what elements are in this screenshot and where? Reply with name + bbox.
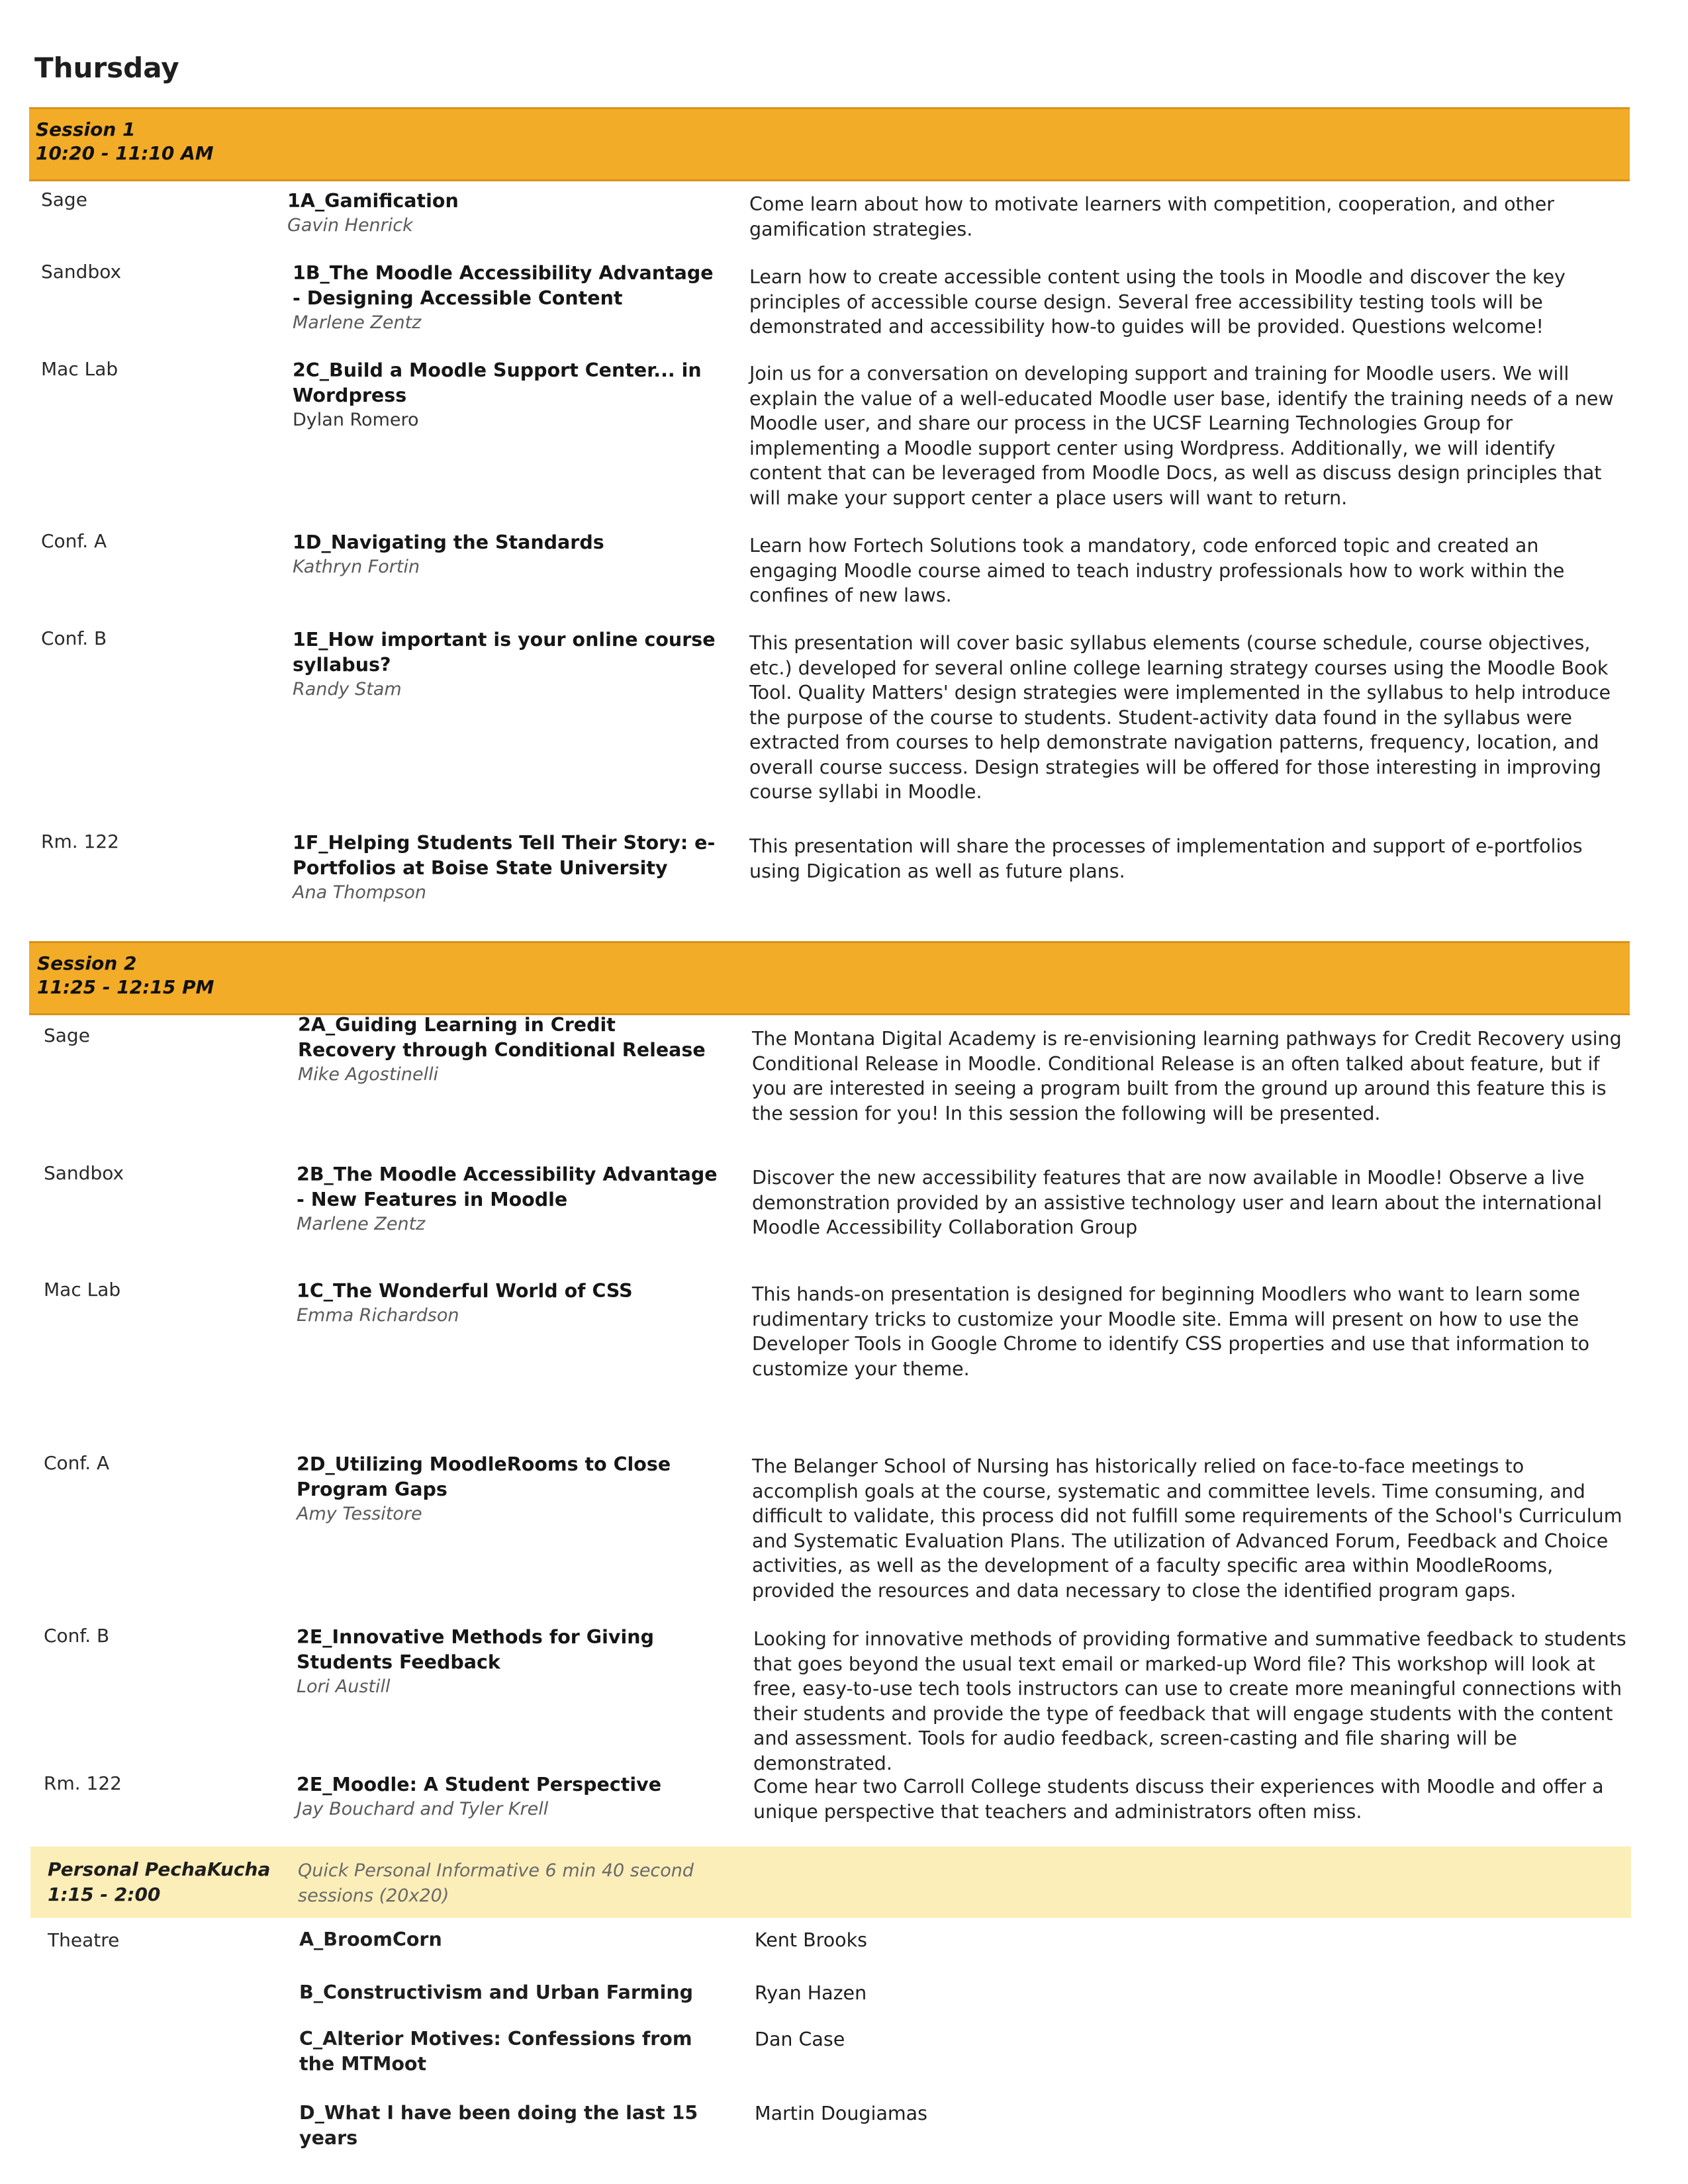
- room-label: Conf. B: [44, 1625, 110, 1647]
- talk-speaker: Dylan Romero: [293, 410, 419, 430]
- room-label: Sage: [44, 1024, 90, 1046]
- talk-title: 2C_Build a Moodle Support Center... in Wordpress: [293, 359, 702, 406]
- talk-block: [293, 530, 743, 579]
- talk-title: A_BroomCorn: [299, 1929, 442, 1950]
- room-label: Sage: [41, 189, 87, 210]
- talk-title: 2D_Utilizing MoodleRooms to Close Program Gaps: [297, 1453, 671, 1500]
- talk-title: 2E_Moodle: A Student Perspective: [297, 1774, 662, 1796]
- talk-speaker: Martin Dougiamas: [755, 2103, 927, 2124]
- room-label: Rm. 122: [41, 831, 119, 852]
- room-label: Mac Lab: [41, 358, 118, 380]
- talk-title: 2B_The Moodle Accessibility Advantage - New Features in Moodle: [297, 1163, 718, 1210]
- talk-description: Discover the new accessibility features that are now available in Moodle! Observe a live demonstration provided by an assistive technology user and learn about the international Moodle Accessibility Collaboration Group: [752, 1167, 1603, 1238]
- session-2-header: [29, 941, 1630, 1015]
- talk-description: Join us for a conversation on developing support and training for Moodle users. We will explain the value of a well-educated Moodle user base, identify the training needs of a new Moodle user, and share our process in the UCSF Learning Technologies Group for implementing a Moodle support center using Wordpress. Additionally, we will identify content that can be leveraged from Moodle Docs, as well as discuss design principles that will make your support center a place users will want to return.: [749, 363, 1614, 509]
- session-time: 10:20 - 11:10 AM: [36, 142, 214, 164]
- talk-description: Come learn about how to motivate learners with competition, cooperation, and other gamification strategies.: [749, 193, 1555, 240]
- talk-title: C_Alterior Motives: Confessions from the MTMoot: [299, 2028, 692, 2075]
- talk-speaker: Marlene Zentz: [293, 312, 422, 333]
- talk-title: B_Constructivism and Urban Farming: [299, 1981, 694, 2003]
- session-name: Session 2: [37, 952, 137, 974]
- room-label: Theatre: [48, 1929, 120, 1951]
- talk-title: 1C_The Wonderful World of CSS: [297, 1280, 633, 1302]
- talk-block: [297, 1279, 747, 1328]
- talk-description: The Belanger School of Nursing has historically relied on face-to-face meetings to accomplish goals at the course, systematic and committee levels. Time consuming, and difficult to validate, this process did not fulfill some requirements of the School's Curriculum and Systematic Evaluation Plans. The utilization of Advanced Forum, Feedback and Choice activities, as well as the development of a faculty specific area within MoodleRooms, provided the resources and data necessary to close the identified program gaps.: [752, 1455, 1622, 1602]
- talk-description: Learn how to create accessible content using the tools in Moodle and discover the key principles of accessible course design. Several free accessibility testing tools will be demonstrated and accessibility how-to guides will be provided. Questions welcome!: [749, 266, 1566, 338]
- talk-block: [297, 1162, 720, 1236]
- talk-description: This hands-on presentation is designed for beginning Moodlers who want to learn some rudimentary tricks to customize your Moodle site. Emma will present on how to use the Developer Tools in Google Chrome to identify CSS properties and use that information to customize your theme.: [752, 1283, 1590, 1380]
- room-label: Mac Lab: [44, 1279, 121, 1300]
- talk-title: 2E_Innovative Methods for Giving Students Feedback: [297, 1626, 654, 1673]
- room-label: Conf. A: [41, 530, 107, 552]
- talk-description: Learn how Fortech Solutions took a mandatory, code enforced topic and created an engaging Moodle course aimed to teach industry professionals how to work within the confines of new laws.: [749, 535, 1565, 606]
- talk-description: Looking for innovative methods of providing formative and summative feedback to students that goes beyond the usual text email or marked-up Word file? This workshop will look at free, easy-to-use tech tools instructors can use to create more meaningful connections with their students and provide the type of feedback that will engage students with the content and assessment. Tools for audio feedback, screen-casting and file sharing will be demonstrated.: [753, 1628, 1626, 1774]
- talk-block: [297, 1452, 733, 1526]
- talk-speaker: Marlene Zentz: [297, 1214, 426, 1234]
- session-description: Quick Personal Informative 6 min 40 second sessions (20x20): [298, 1860, 694, 1906]
- talk-description: This presentation will cover basic syllabus elements (course schedule, course objectives, etc.) developed for several online college learning strategy courses using the Moodle Book Tool. Quality Matters' design strategies were implemented in the syllabus to help introduce the purpose of the course to students. Student-activity data found in the syllabus were extracted from courses to help demonstrate navigation patterns, frequency, location, and overall course success. Design strategies will be offered for those interesting in improving course syllabi in Moodle.: [749, 632, 1611, 803]
- talk-speaker: Mike Agostinelli: [298, 1064, 439, 1085]
- talk-speaker: Emma Richardson: [297, 1305, 459, 1326]
- talk-title: 1D_Navigating the Standards: [293, 531, 604, 553]
- talk-title: 2A_Guiding Learning in Credit Recovery through Conditional Release: [298, 1014, 706, 1061]
- room-label: Conf. B: [41, 627, 107, 649]
- talk-block: [297, 1772, 747, 1821]
- talk-speaker: Amy Tessitore: [297, 1504, 422, 1524]
- talk-description: The Montana Digital Academy is re-envisioning learning pathways for Credit Recovery using Conditional Release in Moodle. Conditional Release is an often talked about feature, but if you are interested in seeing a program built from the ground up around this feature this is the session for you! In this session the following will be presented.: [752, 1028, 1622, 1124]
- room-label: Conf. A: [44, 1452, 110, 1474]
- day-title: Thursday: [34, 52, 179, 84]
- talk-block: [293, 261, 716, 335]
- talk-speaker: Gavin Henrick: [287, 215, 413, 236]
- room-label: Sandbox: [41, 261, 122, 283]
- session-name: Personal PechaKucha: [48, 1858, 271, 1880]
- talk-block: [293, 831, 743, 905]
- talk-block: [293, 627, 716, 702]
- talk-speaker: Jay Bouchard and Tyler Krell: [297, 1799, 549, 1819]
- talk-block: [287, 189, 737, 238]
- talk-title: D_What I have been doing the last 15 years: [299, 2102, 698, 2149]
- session-time: 11:25 - 12:15 PM: [37, 976, 214, 998]
- talk-speaker: Dan Case: [755, 2028, 845, 2050]
- talk-speaker: Kent Brooks: [755, 1929, 867, 1951]
- session-name: Session 1: [36, 118, 136, 140]
- talk-block: [297, 1625, 720, 1699]
- talk-title: 1B_The Moodle Accessibility Advantage - Designing Accessible Content: [293, 262, 714, 309]
- talk-speaker: Lori Austill: [297, 1676, 391, 1697]
- talk-description: Come hear two Carroll College students discuss their experiences with Moodle and offer a unique perspective that teachers and administrators often miss.: [753, 1776, 1604, 1823]
- talk-description: This presentation will share the processes of implementation and support of e-portfolios using Digication as well as future plans.: [749, 835, 1583, 882]
- talk-speaker: Randy Stam: [293, 679, 402, 700]
- pechakucha-header: [30, 1846, 1631, 1918]
- talk-speaker: Kathryn Fortin: [293, 557, 420, 577]
- talk-speaker: Ryan Hazen: [755, 1982, 867, 2004]
- session-time: 1:15 - 2:00: [48, 1884, 161, 1905]
- talk-block: [293, 358, 703, 432]
- room-label: Sandbox: [44, 1162, 124, 1184]
- talk-block: [298, 1013, 708, 1087]
- talk-speaker: Ana Thompson: [293, 882, 426, 903]
- room-label: Rm. 122: [44, 1772, 122, 1794]
- talk-title: 1A_Gamification: [287, 190, 459, 212]
- talk-title: 1F_Helping Students Tell Their Story: e-Portfolios at Boise State University: [293, 832, 716, 879]
- talk-title: 1E_How important is your online course syllabus?: [293, 629, 716, 676]
- session-1-header: [29, 107, 1630, 181]
